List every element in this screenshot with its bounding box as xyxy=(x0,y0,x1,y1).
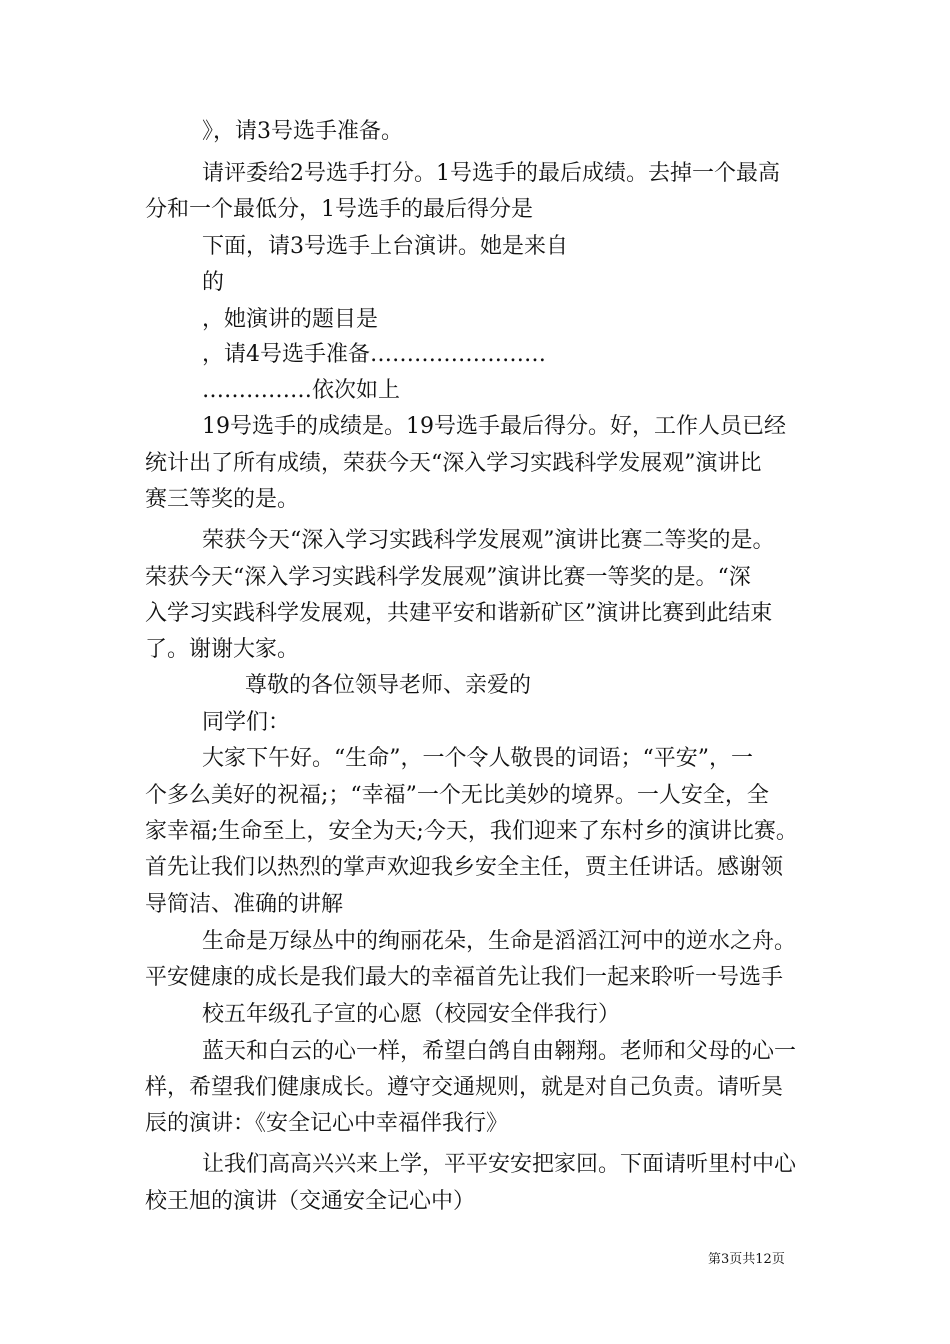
text-line: 校五年级孔子宣的心愿（校园安全伴我行） xyxy=(202,1002,621,1027)
text-line: 尊敬的各位领导老师、亲爱的 xyxy=(245,673,532,698)
text-line: 同学们： xyxy=(202,710,291,735)
text-line: 下面，请3号选手上台演讲。她是来自 xyxy=(202,234,568,259)
text-line: 样，希望我们健康成长。遵守交通规则，就是对自己负责。请听昊 xyxy=(145,1075,784,1100)
text-line: ，她演讲的题目是 xyxy=(202,307,379,332)
text-line: 生命是万绿丛中的绚丽花朵，生命是滔滔江河中的逆水之舟。 xyxy=(202,929,797,954)
text-line: ，请4号选手准备…………………… xyxy=(202,342,546,367)
text-line: 入学习实践科学发展观，共建平安和谐新矿区”演讲比赛到此结束 xyxy=(145,601,773,626)
text-line: 校王旭的演讲（交通安全记心中） xyxy=(145,1189,476,1214)
page-number: 第3页共12页 xyxy=(708,1252,785,1267)
text-line: 赛三等奖的是。 xyxy=(145,487,300,512)
text-line: 荣获今天“深入学习实践科学发展观”演讲比赛一等奖的是。“深 xyxy=(145,565,751,590)
text-line: 平安健康的成长是我们最大的幸福首先让我们一起来聆听一号选手 xyxy=(145,965,784,990)
text-line: 统计出了所有成绩，荣获今天“深入学习实践科学发展观”演讲比 xyxy=(145,451,762,476)
text-line: 让我们高高兴兴来上学，平平安安把家回。下面请听里村中心 xyxy=(202,1152,797,1177)
text-line: ……………依次如上 xyxy=(202,378,401,403)
text-line: 首先让我们以热烈的掌声欢迎我乡安全主任，贾主任讲话。感谢领 xyxy=(145,855,784,880)
text-line: 请评委给2号选手打分。1号选手的最后成绩。去掉一个最高 xyxy=(202,161,780,186)
text-line: 辰的演讲：《安全记心中幸福伴我行》 xyxy=(145,1111,509,1136)
text-line: 家幸福;生命至上，安全为天;今天，我们迎来了东村乡的演讲比赛。 xyxy=(145,819,798,844)
text-line: 了。谢谢大家。 xyxy=(145,637,300,662)
text-line: 荣获今天“深入学习实践科学发展观”演讲比赛二等奖的是。 xyxy=(202,528,775,553)
text-line: 大家下午好。“生命”，一个令人敬畏的词语；“平安”，一 xyxy=(202,746,753,771)
text-line: 》，请3号选手准备。 xyxy=(202,119,403,144)
text-line: 蓝天和白云的心一样，希望白鸽自由翱翔。老师和父母的心一 xyxy=(202,1039,797,1064)
text-line: 19号选手的成绩是。19号选手最后得分。好，工作人员已经 xyxy=(202,414,786,439)
text-line: 的 xyxy=(202,270,225,295)
text-line: 分和一个最低分，1号选手的最后得分是 xyxy=(145,197,533,222)
text-line: 个多么美好的祝福;；“幸福”一个无比美妙的境界。一人安全，全 xyxy=(145,783,769,808)
text-line: 导简洁、准确的讲解 xyxy=(145,892,344,917)
